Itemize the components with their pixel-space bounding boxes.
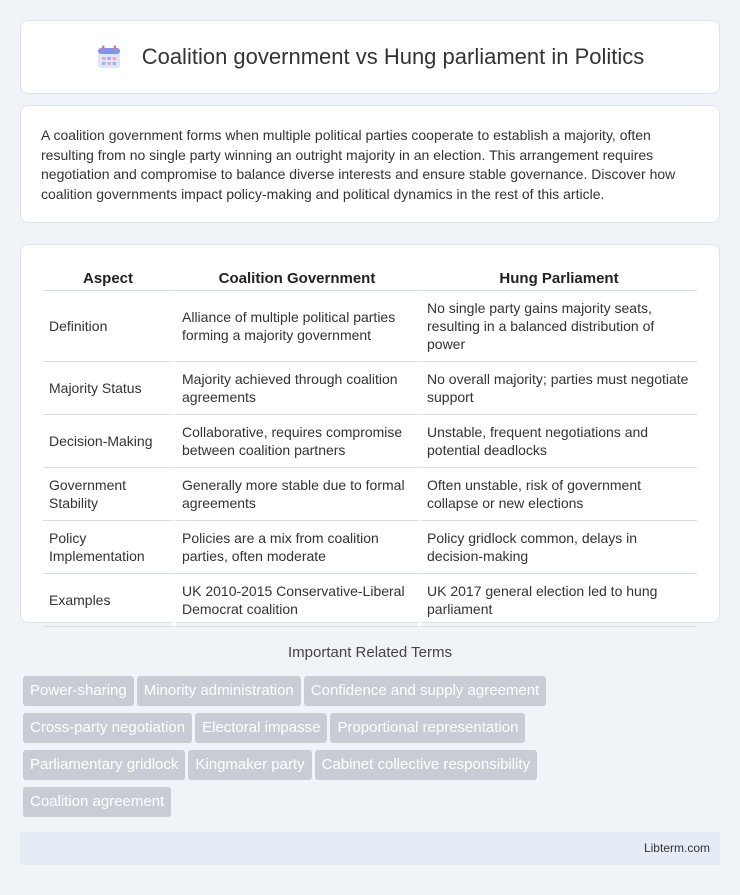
row-hung-value: Often unstable, risk of government collapse or new elections xyxy=(418,468,697,521)
row-aspect: Decision-Making xyxy=(43,415,173,468)
footer-site-link[interactable]: Libterm.com xyxy=(643,841,710,855)
footer xyxy=(20,832,720,865)
related-terms-heading: Important Related Terms xyxy=(288,644,452,661)
related-terms-list xyxy=(23,676,723,824)
page-title: Coalition government vs Hung parliament in Politics xyxy=(141,44,645,69)
row-coalition-value: Majority achieved through coalition agreements xyxy=(173,362,418,415)
table-row xyxy=(43,574,697,627)
term-tag[interactable]: Coalition agreement xyxy=(23,787,171,817)
term-tag[interactable]: Confidence and supply agreement xyxy=(304,676,547,706)
term-tag[interactable]: Proportional representation xyxy=(330,713,525,743)
row-aspect: Policy Implementation xyxy=(43,521,173,574)
term-tag[interactable]: Kingmaker party xyxy=(188,750,311,780)
term-tag[interactable]: Electoral impasse xyxy=(195,713,327,743)
row-coalition-value: UK 2010-2015 Conservative-Liberal Democrat coalition xyxy=(173,574,418,627)
row-coalition-value: Generally more stable due to formal agreements xyxy=(173,468,418,521)
term-tag[interactable]: Power-sharing xyxy=(23,676,134,706)
row-aspect: Definition xyxy=(43,291,173,362)
row-aspect: Examples xyxy=(43,574,173,627)
row-hung-value: No single party gains majority seats, resulting in a balanced distribution of power xyxy=(418,291,697,362)
row-hung-value: Unstable, frequent negotiations and potential deadlocks xyxy=(418,415,697,468)
header-aspect: Aspect xyxy=(43,267,173,291)
table-row xyxy=(43,468,697,521)
header-hung-parliament: Hung Parliament xyxy=(418,267,697,291)
table-row xyxy=(43,362,697,415)
row-hung-value: UK 2017 general election led to hung parliament xyxy=(418,574,697,627)
intro-card xyxy=(20,105,720,223)
title-card xyxy=(20,20,720,94)
row-coalition-value: Policies are a mix from coalition parties, often moderate xyxy=(173,521,418,574)
row-aspect: Government Stability xyxy=(43,468,173,521)
header-coalition-government: Coalition Government xyxy=(173,267,418,291)
row-aspect: Majority Status xyxy=(43,362,173,415)
term-tag[interactable]: Minority administration xyxy=(137,676,301,706)
row-coalition-value: Alliance of multiple political parties forming a majority government xyxy=(173,291,418,362)
row-hung-value: No overall majority; parties must negotiate support xyxy=(418,362,697,415)
table-row xyxy=(43,521,697,574)
comparison-table xyxy=(43,267,697,627)
comparison-table-card xyxy=(20,244,720,623)
table-row xyxy=(43,291,697,362)
term-tag[interactable]: Cross-party negotiation xyxy=(23,713,192,743)
table-row xyxy=(43,415,697,468)
table-header-row xyxy=(43,267,697,291)
calendar-grid-icon xyxy=(96,44,122,70)
row-hung-value: Policy gridlock common, delays in decision-making xyxy=(418,521,697,574)
term-tag[interactable]: Parliamentary gridlock xyxy=(23,750,185,780)
term-tag[interactable]: Cabinet collective responsibility xyxy=(315,750,537,780)
row-coalition-value: Collaborative, requires compromise between coalition partners xyxy=(173,415,418,468)
intro-text: A coalition government forms when multiple political parties cooperate to establish a majority, often resulting from no single party winning an outright majority in an election. This arrangement requires negotiation and compromise to balance diverse interests and ensure stable governance. Discover how coalition governments impact policy-making and political dynamics in the rest of this article. xyxy=(41,127,676,202)
